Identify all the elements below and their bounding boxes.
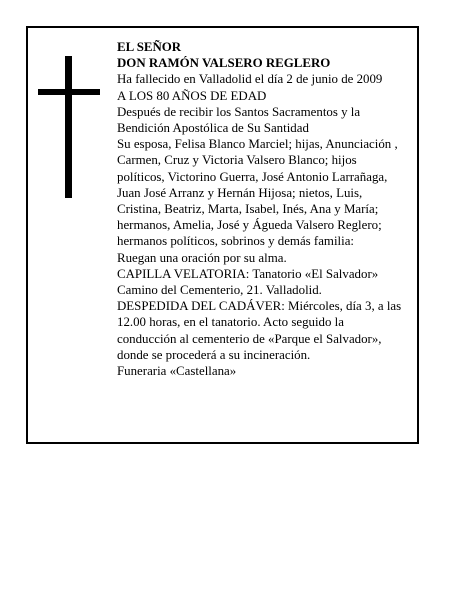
notice-line-chapel: CAPILLA VELATORIA: Tanatorio «El Salvador» [117,266,379,281]
notice-line-family: hermanos políticos, sobrinos y demás familia: [117,234,355,249]
latin-cross-icon [38,56,100,198]
notice-line-blessing: Bendición Apostólica de Su Santidad [117,121,309,136]
cross-vertical-bar [65,56,72,198]
notice-line-farewell: DESPEDIDA DEL CADÁVER: Miércoles, día 3, a las [117,299,402,314]
notice-line-family: políticos, Victorino Guerra, José Antonio Larrañaga, [117,169,388,184]
obituary-notice [26,26,419,444]
notice-line-family: hermanos, Amelia, José y Águeda Valsero Reglero; [117,218,382,233]
notice-line-family: Carmen, Cruz y Victoria Valsero Blanco; hijos [117,153,357,168]
notice-line-funeral-home: Funeraria «Castellana» [117,364,237,379]
notice-line-family: Su esposa, Felisa Blanco Marciel; hijas, Anunciación , [117,137,398,152]
notice-line-address: Camino del Cementerio, 21. Valladolid. [117,283,322,298]
notice-line-farewell: donde se procederá a su incineración. [117,347,311,362]
notice-heading-title: EL SEÑOR [117,40,182,54]
notice-line-farewell: 12.00 horas, en el tanatorio. Acto seguido la [117,315,344,330]
notice-line-prayer: Ruegan una oración por su alma. [117,250,287,265]
notice-line-family: Cristina, Beatriz, Marta, Isabel, Inés, Ana y María; [117,202,379,217]
notice-line-family: Juan José Arranz y Hernán Hijosa; nietos, Luis, [117,185,363,200]
notice-heading-name: DON RAMÓN VALSERO REGLERO [117,56,331,71]
notice-line-age: A LOS 80 AÑOS DE EDAD [117,88,267,103]
notice-text [117,39,417,379]
notice-line-death-date: Ha fallecido en Valladolid el día 2 de junio de 2009 [117,72,383,87]
notice-line-sacraments: Después de recibir los Santos Sacramentos y la [117,104,361,119]
notice-line-farewell: conducción al cementerio de «Parque el Salvador», [117,331,382,346]
cross-horizontal-bar [38,89,100,95]
